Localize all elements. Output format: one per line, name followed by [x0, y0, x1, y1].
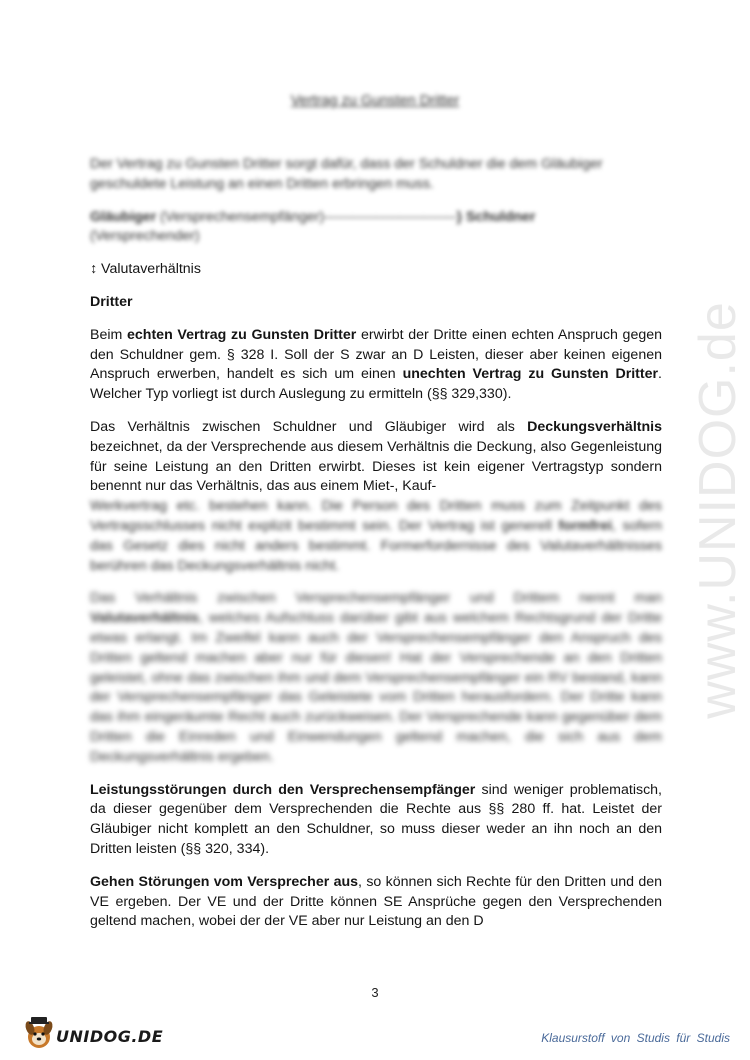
- paragraph-deckungsverhaeltnis-blurred: [90, 497, 662, 576]
- p5-text-b: , so können sich Rechte für den Dritten und den VE ergeben. Der VE und der Dritte können SE Ansprüche gegen den Versprechenden geltend machen, wobei der der VE aber nur Leistung an den D: [90, 873, 662, 930]
- glaeubiger-label: Gläubiger: [90, 208, 157, 225]
- p4-bold-a: Leistungsstörungen durch den Versprechensempfänger: [90, 781, 476, 798]
- document-title: Vertrag zu Gunsten Dritter: [290, 93, 460, 109]
- p1-bold-d: unechten Vertrag zu Gunsten Dritter: [402, 366, 659, 383]
- p1-text-e: . Welcher Typ vorliegt ist durch Auslegung zu ermitteln (§§ 329,330).: [90, 366, 662, 403]
- diagram-line: [90, 208, 662, 248]
- p1-bold-b: echten Vertrag zu Gunsten Dritter: [127, 326, 357, 343]
- p2-blur-bold: formfrei: [558, 517, 613, 534]
- p2-text-a: Das Verhältnis zwischen Schuldner und Gläubiger wird als: [90, 418, 528, 435]
- paragraph-leistungsstoerungen: [90, 781, 662, 860]
- p2-bold-b: Deckungsverhältnis: [527, 418, 662, 435]
- p3-text-c: , welches Aufschluss darüber gibt aus welchem Rechtsgrund der Dritte etwas erlangt. Im Zweifel kann auch der Versprechensempfänger den Anspruch des Dritten geltend machen aber nur für diesen! Hat der Versprechende an den Dritten geleistet, ohne das zwischen ihm und dem Versprechensempfänger ein RV bestand, kann der Versprechensempfänger das Geleistete vom Dritten herausfordern. Der Dritte kann das ihm eingeräumte Recht auch zurückweisen. Der Versprechende kann gegenüber dem Dritten die Einreden und Einwendungen geltend machen, die sich aus dem Deckungsverhältnis ergeben.: [90, 610, 662, 765]
- dritter-line: [90, 293, 662, 313]
- logo-text: UNIDOG.DE: [56, 1027, 164, 1046]
- page-number: 3: [371, 985, 379, 1000]
- watermark: www.UNIDOG.de: [689, 301, 747, 719]
- dritter-label: Dritter: [90, 293, 133, 310]
- paragraph-valutaverhaeltnis: [90, 589, 662, 767]
- dog-mascot-icon: [22, 1015, 56, 1051]
- valuta-line: ↕ Valutaverhältnis: [90, 261, 201, 278]
- p1-text-c: erwirbt der Dritte einen echten Anspruch gegen den Schuldner gem. § 328 I. Soll der S zwar an D Leisten, dieser aber keinen eigenen Anspruch erwerben, handelt es sich um einen: [90, 326, 663, 383]
- p3-text-a: Das Verhältnis zwischen Versprechensempfänger und Drittem nennt man: [90, 590, 662, 607]
- unidog-logo: [22, 1015, 162, 1051]
- paragraph-stoerungen-versprecher: [90, 873, 662, 932]
- schuldner-paren: (Versprechender): [90, 228, 200, 245]
- p2-blur-c: , sofern das Gesetz dies nicht anders bestimmt. Formerfordernisse des Valutaverhältnisses berühren das Deckungsverhältnis nicht.: [90, 517, 662, 574]
- paragraph-deckungsverhaeltnis: [90, 418, 662, 497]
- intro-paragraph: Der Vertrag zu Gunsten Dritter sorgt dafür, dass der Schuldner die dem Gläubiger geschuldete Leistung an einen Dritten erbringen muss.: [90, 156, 603, 192]
- footer-tagline: Klausurstoff von Studis für Studis: [541, 1031, 730, 1045]
- paragraph-echter-vertrag: [90, 326, 662, 405]
- p2-blur-a: Werkvertrag etc. bestehen kann. Die Person des Dritten muss zum Zeitpunkt des Vertragsschlusses nicht explizit bestimmt sein. Der Vertrag ist generell: [90, 498, 662, 534]
- document-body: [90, 155, 662, 945]
- glaeubiger-paren: (Versprechensempfänger)----------------------------: [156, 208, 457, 225]
- p2-text-c: bezeichnet, da der Versprechende aus diesem Verhältnis die Deckung, also Gegenleistung für seine Leistung an den Dritten erwirbt. Dieses ist kein eigener Vertragstyp sondern benennt nur das Verhältnis, das aus einem Miet-, Kauf-: [90, 438, 662, 495]
- schuldner-label: } Schuldner: [456, 208, 536, 225]
- p3-bold-b: Valutaverhältnis: [90, 610, 199, 627]
- p4-text-b: sind weniger problematisch, da dieser gegenüber dem Versprechenden die Rechte aus §§ 280 ff. hat. Leistet der Gläubiger nicht komplett an den Schuldner, so muss dieser weder an ihn noch an den Dritten leisten (§§ 320, 334).: [90, 781, 662, 857]
- p5-bold-a: Gehen Störungen vom Versprecher aus: [90, 873, 359, 890]
- p1-text-a: Beim: [90, 326, 128, 343]
